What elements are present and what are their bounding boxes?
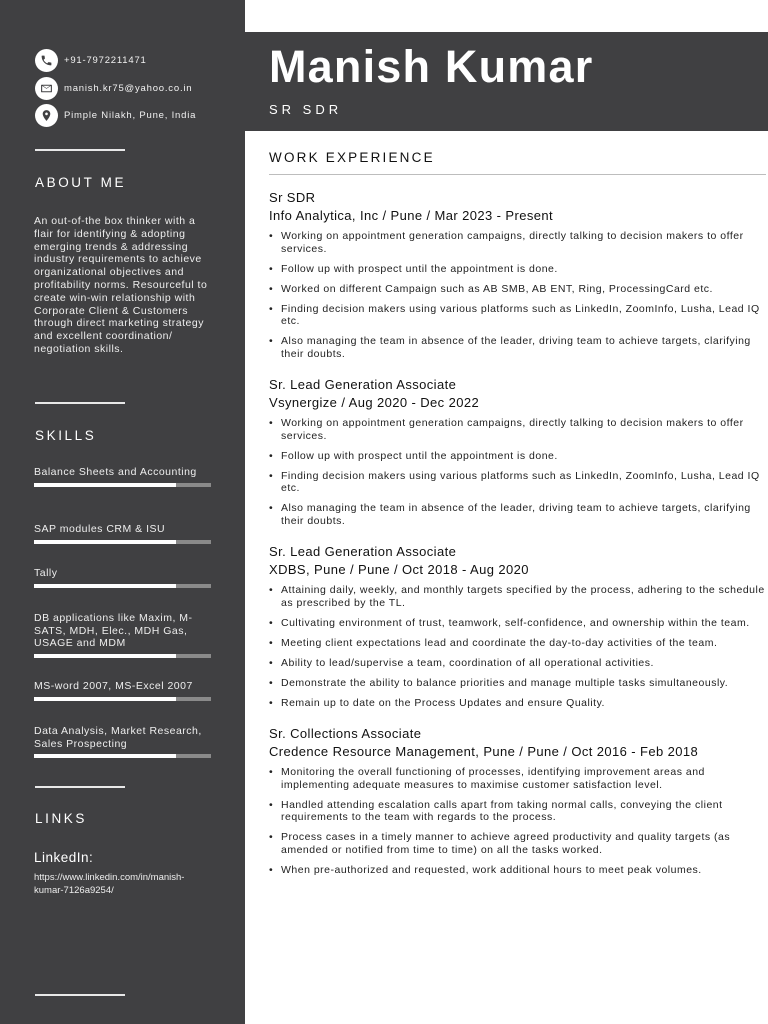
skill-bar-fill [34,584,176,588]
skill-name: Data Analysis, Market Research, Sales Prospecting [34,725,202,750]
contact-location [35,104,196,127]
skill-name: Balance Sheets and Accounting [34,466,197,478]
job-company: Vsynergize / Aug 2020 - Dec 2022 [269,395,480,410]
linkedin-link[interactable]: https://www.linkedin.com/in/manish-kumar-7126a9254/ [34,872,185,896]
linkedin-label: LinkedIn: [34,850,94,865]
skill-item [34,612,212,658]
bullet-item: • Follow up with prospect until the appointment is done. [269,450,765,463]
envelope-icon [35,77,58,100]
job-title: Sr. Lead Generation Associate [269,544,457,559]
skill-name: SAP modules CRM & ISU [34,523,166,535]
divider [35,149,125,151]
skill-bar-fill [34,540,176,544]
skill-bar-fill [34,483,176,487]
work-experience-section [269,150,765,884]
phone-text: +91-7972211471 [64,55,147,66]
contact-email [35,77,192,100]
bullet-item: • Also managing the team in absence of the leader, driving team to achieve targets, clarifying their doubts. [269,502,765,527]
bullet-item: • Meeting client expectations lead and coordinate the day-to-day activities of the team. [269,637,765,650]
skill-bar [34,584,211,588]
skill-item [34,523,212,544]
skill-name: DB applications like Maxim, M-SATS, MDH, Elec., MDH Gas, USAGE and MDM [34,612,193,649]
bullet-item: • Handled attending escalation calls apart from taking normal calls, conveying the client requirements to the team with regards to the process. [269,799,765,824]
job-entry [269,725,765,876]
bullet-item: • Finding decision makers using various platforms such as LinkedIn, ZoomInfo, Lusha, Lead IQ etc. [269,470,765,495]
skill-bar-fill [34,754,176,758]
bullet-item: • Follow up with prospect until the appointment is done. [269,263,765,276]
bullet-item: • Process cases in a timely manner to achieve agreed productivity and quality targets (as amended or notified from time to time) on all the tasks worked. [269,831,765,856]
skill-bar-fill [34,697,176,701]
skill-item [34,680,212,701]
skill-item [34,567,212,588]
job-entry [269,189,765,360]
skill-bar [34,483,211,487]
bullet-item: • Attaining daily, weekly, and monthly targets specified by the process, adhering to the schedule as prescribed by the TL. [269,584,765,609]
divider [35,994,125,996]
job-bullets [269,766,765,876]
bullet-item: • Working on appointment generation campaigns, directly talking to decision makers to offer services. [269,230,765,255]
location-text: Pimple Nilakh, Pune, India [64,110,197,121]
job-entry [269,376,765,527]
job-company: XDBS, Pune / Pune / Oct 2018 - Aug 2020 [269,562,529,577]
skill-bar-fill [34,654,176,658]
sidebar [0,0,245,1024]
job-company: Info Analytica, Inc / Pune / Mar 2023 - Present [269,208,553,223]
name-banner [245,32,768,131]
bullet-item: • Demonstrate the ability to balance priorities and manage multiple tasks simultaneously. [269,677,765,690]
bullet-item: • Working on appointment generation campaigns, directly talking to decision makers to offer services. [269,417,765,442]
job-bullets [269,417,765,527]
job-entry [269,543,765,709]
skill-bar [34,540,211,544]
work-experience-heading: WORK EXPERIENCE [269,150,435,165]
job-title: Sr. Collections Associate [269,726,422,741]
email-text: manish.kr75@yahoo.co.in [64,83,193,94]
skill-bar [34,754,211,758]
candidate-role: SR SDR [269,102,343,117]
skill-name: Tally [34,567,58,579]
skill-bar [34,654,211,658]
candidate-name: Manish Kumar [269,41,594,92]
bullet-item: • Worked on different Campaign such as AB SMB, AB ENT, Ring, ProcessingCard etc. [269,283,765,296]
about-text: An out-of-the box thinker with a flair for identifying & adopting emerging trends & addressing industry requirements to achieve organizational objectives and profitability norms. Resourceful to create win-win relationship with Corporate Client & Customers through direct marketing strategy and excellent coordination/ negotiation skills. [34,215,208,355]
bullet-item: • Cultivating environment of trust, teamwork, self-confidence, and ownership within the team. [269,617,765,630]
bullet-item: • When pre-authorized and requested, work additional hours to meet peak volumes. [269,864,765,877]
job-bullets [269,584,765,709]
skill-item [34,466,212,487]
bullet-item: • Monitoring the overall functioning of processes, identifying improvement areas and implementing adequate measures to maximise customer satisfaction level. [269,766,765,791]
divider [269,174,766,175]
skill-item [34,725,212,758]
phone-icon [35,49,58,72]
about-heading: ABOUT ME [35,175,127,190]
bullet-item: • Also managing the team in absence of the leader, driving team to achieve targets, clarifying their doubts. [269,335,765,360]
divider [35,402,125,404]
skills-heading: SKILLS [35,428,97,443]
job-company: Credence Resource Management, Pune / Pune / Oct 2016 - Feb 2018 [269,744,699,759]
job-title: Sr. Lead Generation Associate [269,377,457,392]
links-heading: LINKS [35,811,88,826]
skill-bar [34,697,211,701]
location-pin-icon [35,104,58,127]
bullet-item: • Finding decision makers using various platforms such as LinkedIn, ZoomInfo, Lusha, Lead IQ etc. [269,303,765,328]
skill-name: MS-word 2007, MS-Excel 2007 [34,680,193,692]
contact-phone [35,49,147,72]
divider [35,786,125,788]
job-title: Sr SDR [269,190,316,205]
bullet-item: • Remain up to date on the Process Updates and ensure Quality. [269,697,765,710]
job-bullets [269,230,765,360]
bullet-item: • Ability to lead/supervise a team, coordination of all operational activities. [269,657,765,670]
